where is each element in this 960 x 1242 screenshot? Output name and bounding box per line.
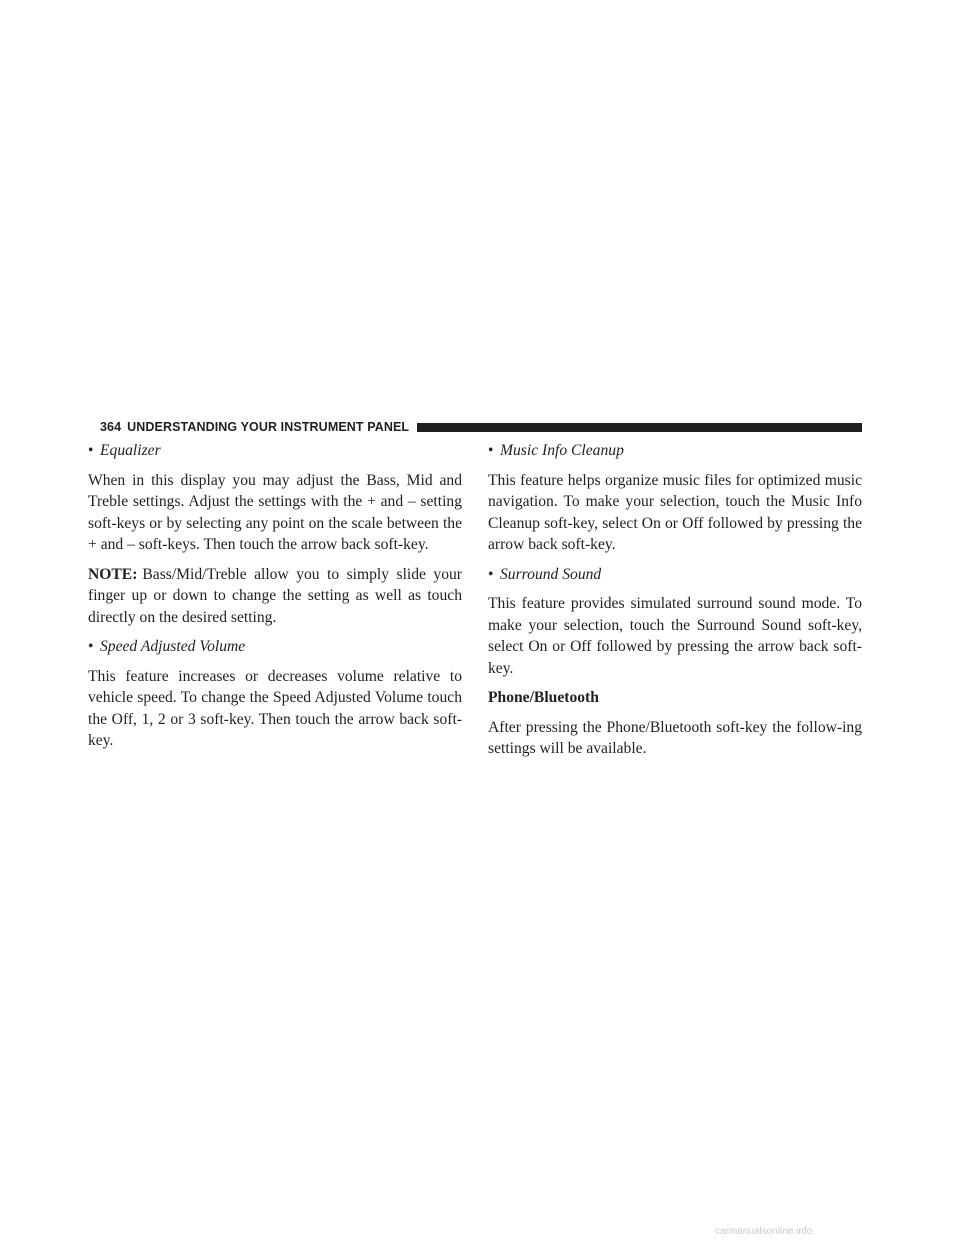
bullet-equalizer xyxy=(88,440,462,462)
bullet-dot-icon: • xyxy=(488,442,494,459)
note-label: NOTE: xyxy=(88,565,138,583)
equalizer-paragraph: When in this display you may adjust the Bass, Mid and Treble settings. Adjust the settings with the + and – setting soft-keys or by selecting any point on the scale between the + and – soft-keys. Then touch the arrow back soft-key. xyxy=(88,471,462,553)
speed-paragraph: This feature increases or decreases volume relative to vehicle speed. To change the Speed Adjusted Volume touch the Off, 1, 2 or 3 soft-key. Then touch the arrow back soft-key. xyxy=(88,667,462,749)
bullet-dot-icon: • xyxy=(488,565,494,583)
speed-heading: Speed Adjusted Volume xyxy=(100,638,246,655)
bullet-dot-icon: • xyxy=(88,442,94,459)
page-header xyxy=(100,420,862,434)
header-rule xyxy=(417,423,862,432)
right-column xyxy=(488,440,862,768)
bullet-speed-adjusted-volume xyxy=(88,636,462,658)
bullet-dot-icon: • xyxy=(88,638,94,655)
surround-heading: Surround Sound xyxy=(500,565,602,583)
music-heading: Music Info Cleanup xyxy=(500,442,624,459)
phone-paragraph: After pressing the Phone/Bluetooth soft-key the follow-ing settings will be available. xyxy=(488,718,862,757)
left-column xyxy=(88,440,462,760)
bullet-surround-sound xyxy=(488,564,862,586)
equalizer-heading: Equalizer xyxy=(100,442,161,459)
note-text: Bass/Mid/Treble allow you to simply slide your finger up or down to change the setting as well as touch directly on the desired setting. xyxy=(88,565,462,626)
page-number: 364 xyxy=(100,420,122,434)
bullet-music-info-cleanup xyxy=(488,440,862,462)
section-title: UNDERSTANDING YOUR INSTRUMENT PANEL xyxy=(127,420,410,434)
watermark: carmanualsonline.info xyxy=(715,1226,813,1237)
phone-bluetooth-heading: Phone/Bluetooth xyxy=(488,689,599,706)
surround-paragraph: This feature provides simulated surround sound mode. To make your selection, touch the Surround Sound soft-key, select On or Off followed by pressing the arrow back soft-key. xyxy=(488,595,862,677)
note-paragraph xyxy=(88,564,462,629)
music-paragraph: This feature helps organize music files for optimized music navigation. To make your selection, touch the Music Info Cleanup soft-key, select On or Off followed by pressing the arrow back soft-key. xyxy=(488,471,862,553)
